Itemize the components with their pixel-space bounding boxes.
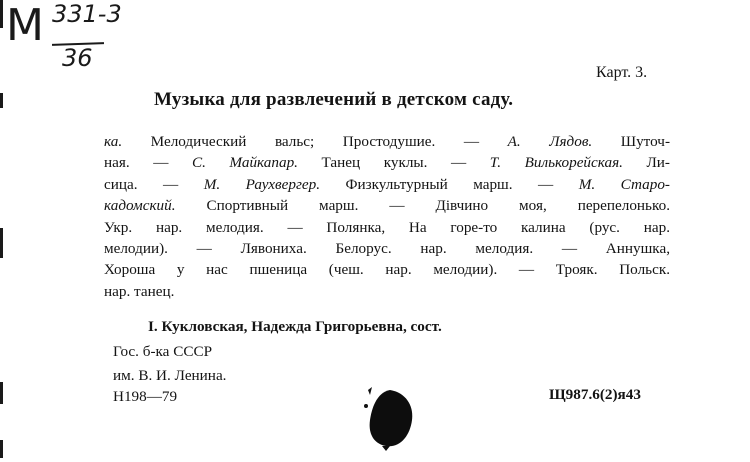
body-text-line — [104, 131, 670, 152]
text-run: сица. — — [104, 175, 204, 193]
text-run: нар. танец. — [104, 282, 175, 300]
author-name: кадомский. — [104, 197, 176, 215]
author-name: М. Старо- — [578, 175, 670, 193]
handwritten-shelfmark-top: 331-3 — [52, 0, 122, 28]
handwritten-shelfmark-bottom: 36 — [62, 44, 93, 72]
body-text-line — [104, 195, 670, 216]
card-title: Музыка для развлечений в детском саду. — [154, 89, 514, 110]
text-run: Мелодический вальс; Простодушие. — — [122, 133, 508, 150]
order-code: Н198—79 — [113, 388, 178, 405]
left-edge-mark — [0, 382, 3, 404]
text-run: мелодии). — Лявониха. Белорус. нар. мелодия. — Аннушка, — [104, 240, 670, 258]
body-text-line — [104, 238, 670, 259]
text-run: Ли- — [622, 154, 670, 172]
text-run: Укр. нар. мелодия. — Полянка, На горе-то калина (рус. нар. — [104, 218, 670, 236]
library-line: им. В. И. Ленина. — [113, 367, 227, 384]
body-text-line — [104, 281, 670, 302]
text-run: Хороша у нас пшеница (чеш. нар. мелодии). — Трояк. Польск. — [104, 261, 670, 279]
ink-stamp-blot — [362, 386, 418, 452]
card-number: Карт. 3. — [596, 64, 648, 81]
body-text-line — [104, 259, 670, 280]
author-name: Т. Вилькорейская. — [489, 154, 623, 172]
author-name: С. Майкапар. — [191, 154, 298, 172]
left-edge-mark — [0, 228, 3, 258]
library-line: Гос. б-ка СССР — [113, 343, 213, 360]
body-text-line — [104, 174, 670, 195]
compiler-line: I. Кукловская, Надежда Григорьевна, сост. — [148, 318, 442, 335]
text-run: ная. — — [104, 154, 192, 172]
author-name: А. Лядов. — [507, 133, 593, 150]
body-text-line — [104, 217, 670, 238]
card-body-text — [104, 131, 670, 302]
text-run: Спортивный марш. — Дівчино моя, перепелонько. — [175, 197, 670, 215]
left-edge-mark — [0, 93, 3, 108]
body-text-line — [104, 152, 670, 173]
text-run: Физкультурный марш. — — [320, 175, 579, 193]
left-edge-mark — [0, 440, 3, 458]
text-run: Танец куклы. — — [297, 154, 490, 172]
left-edge-mark — [0, 0, 3, 28]
handwritten-letter: M — [6, 0, 42, 51]
author-name: ка. — [104, 133, 123, 150]
classification-code: Щ987.6(2)я43 — [549, 386, 641, 403]
author-name: М. Раухвергер. — [203, 175, 320, 193]
text-run: Шуточ- — [592, 133, 670, 150]
